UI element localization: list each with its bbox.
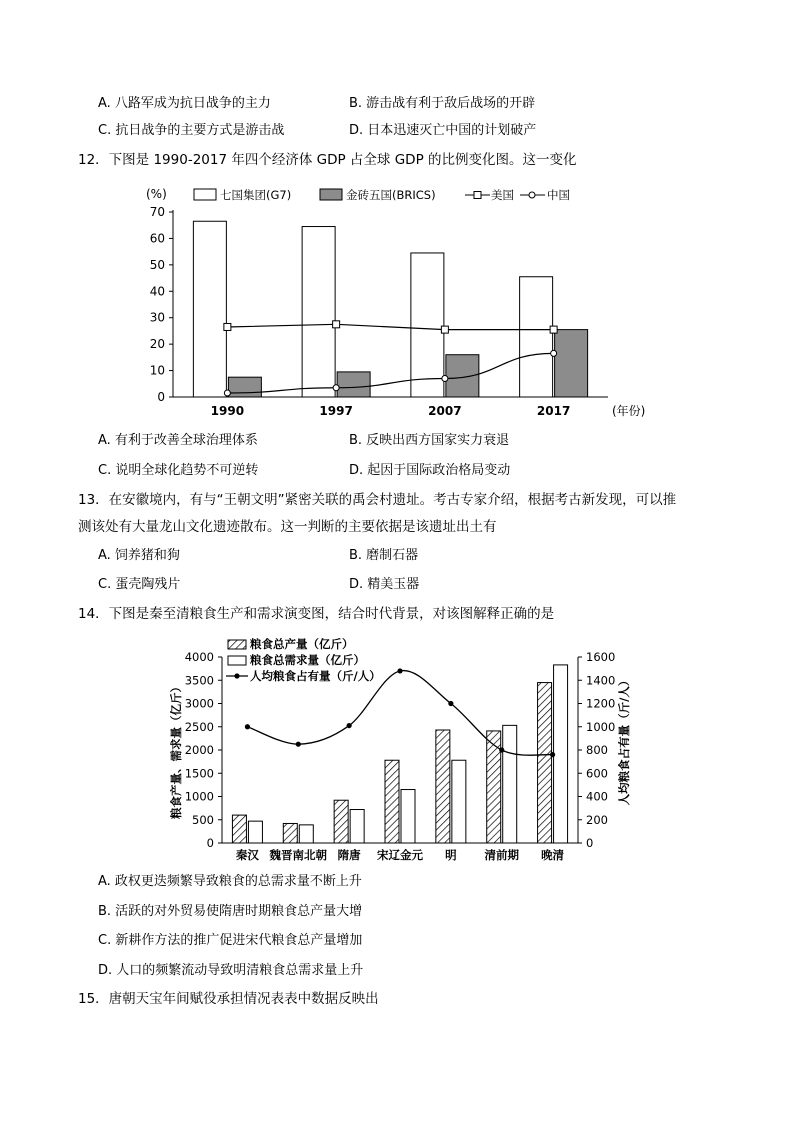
chart2-left-tick-label: 4000 [184, 650, 214, 664]
chart1-bar-brics [337, 372, 370, 397]
q13-option-d: D. 精美玉器 [349, 577, 420, 592]
chart2-x-tick-label: 隋唐 [337, 848, 361, 862]
chart2-bar-production [232, 815, 246, 843]
chart1-point-china [333, 385, 339, 391]
chart2-legend-label-demand: 粮食总需求量（亿斤） [250, 653, 365, 667]
chart1-point-china [442, 376, 448, 382]
chart2-bar-demand [452, 760, 466, 843]
q12-option-c: C. 说明全球化趋势不可逆转 [98, 463, 259, 478]
chart2-x-tick-label: 秦汉 [235, 848, 259, 862]
chart2-left-tick-label: 1500 [184, 766, 214, 781]
chart1-point-usa [441, 326, 448, 333]
q12-option-a: A. 有利于改善全球治理体系 [98, 433, 258, 448]
chart1-legend-marker-usa [474, 192, 481, 199]
chart2-point-per-capita [296, 742, 301, 747]
chart2-bar-demand [350, 810, 364, 843]
chart1-y-tick-label: 30 [149, 310, 165, 325]
chart2-legend-label-per-capita: 人均粮食占有量（斤/人） [250, 669, 381, 683]
chart1-x-tick-label: 1990 [210, 404, 245, 418]
chart2-bar-demand [554, 665, 568, 843]
chart2-legend-marker-per-capita [234, 673, 239, 678]
q14-stem: 14．下图是秦至清粮食生产和需求演变图，结合时代背景，对该图解释正确的是 [78, 606, 555, 622]
chart2-right-tick-label: 400 [586, 789, 608, 804]
chart1-bar-brics [446, 355, 479, 397]
chart2-x-tick-label: 晚清 [541, 848, 565, 862]
q11-option-b: B. 游击战有利于敌后战场的开辟 [349, 96, 536, 111]
chart1-y-tick-label: 70 [149, 205, 165, 219]
chart2-right-tick-label: 0 [586, 836, 594, 850]
chart2-point-per-capita [499, 747, 504, 752]
chart2-x-tick-label: 宋辽金元 [377, 848, 423, 862]
chart1-legend-label-g7: 七国集团(G7) [220, 188, 292, 202]
chart1-y-tick-label: 60 [149, 231, 165, 246]
chart2-left-tick-label: 3500 [184, 673, 214, 688]
q12-stem: 12．下图是 1990-2017 年四个经济体 GDP 占全球 GDP 的比例变化图。这一变化 [78, 152, 577, 168]
chart2-bar-production [487, 731, 501, 843]
chart1-legend-label-usa: 美国 [491, 188, 514, 202]
chart1-legend-swatch-brics [320, 189, 342, 200]
chart2-point-per-capita [245, 724, 250, 729]
chart2-right-tick-label: 1600 [586, 650, 616, 664]
chart1-point-usa [333, 321, 340, 328]
chart2-left-axis-title: 粮食产量、需求量（亿斤） [169, 681, 183, 819]
chart1-x-tick-label: 1997 [319, 404, 353, 418]
chart1-x-tick-label: 2017 [536, 404, 571, 418]
chart2-right-axis-title: 人均粮食占有量（斤/人） [617, 674, 631, 806]
chart2-right-tick-label: 1200 [586, 696, 616, 711]
chart2-x-tick-label: 清前期 [484, 848, 519, 862]
chart2-x-tick-label: 明 [445, 848, 457, 862]
chart1-legend-swatch-g7 [194, 189, 216, 200]
chart2-point-per-capita [347, 723, 352, 728]
q14-option-a: A. 政权更迭频繁导致粮食的总需求量不断上升 [98, 874, 362, 889]
chart1-y-tick-label: 20 [149, 337, 165, 352]
chart2-right-tick-label: 600 [586, 766, 608, 781]
chart2-bar-production [334, 800, 348, 843]
chart1-x-tick-label: 2007 [428, 404, 462, 418]
chart1-y-tick-label: 10 [149, 363, 165, 378]
chart1-legend-marker-china [529, 192, 535, 198]
chart2-bar-production [283, 823, 297, 843]
chart2-left-tick-label: 0 [206, 836, 214, 850]
chart2-point-per-capita [550, 752, 555, 757]
chart2-left-tick-label: 2000 [184, 743, 214, 757]
chart1-bar-brics [555, 330, 588, 397]
chart2-bar-production [538, 683, 552, 843]
q11-option-c: C. 抗日战争的主要方式是游击战 [98, 123, 285, 138]
q14-option-c: C. 新耕作方法的推广促进宋代粮食总产量增加 [98, 933, 363, 948]
chart2-left-tick-label: 1000 [184, 789, 214, 804]
q12-option-d: D. 起因于国际政治格局变动 [349, 463, 511, 478]
chart1-legend-label-china: 中国 [547, 188, 570, 202]
chart2-bar-demand [248, 821, 262, 843]
chart2-bar-production [385, 760, 399, 843]
chart2-left-tick-label: 2500 [184, 719, 214, 734]
chart1-legend-label-brics: 金砖五国(BRICS) [346, 188, 436, 202]
chart2-right-tick-label: 200 [586, 812, 608, 827]
chart1-point-usa [550, 326, 557, 333]
chart2-legend-label-production: 粮食总产量（亿斤） [250, 637, 354, 651]
chart1-line-usa [227, 324, 553, 329]
chart1-bar-g7 [520, 277, 553, 397]
chart2-right-tick-label: 800 [586, 743, 608, 757]
chart2-legend-swatch-demand [228, 656, 246, 665]
chart2-point-per-capita [397, 668, 402, 673]
chart1-bar-g7 [302, 227, 335, 397]
chart1-bar-brics [228, 377, 261, 397]
q11-option-a: A. 八路军成为抗日战争的主力 [98, 96, 271, 111]
chart2-right-tick-label: 1400 [586, 673, 616, 688]
q12-option-b: B. 反映出西方国家实力衰退 [349, 433, 510, 448]
chart1-unit-label: (%) [146, 187, 167, 201]
chart1-y-tick-label: 0 [157, 390, 165, 404]
chart2-bar-production [436, 730, 450, 843]
q11-option-d: D. 日本迅速灭亡中国的计划破产 [349, 123, 537, 138]
chart2-right-tick-label: 1000 [586, 719, 616, 734]
chart1-x-suffix-label: (年份) [612, 404, 646, 418]
q14-option-d: D. 人口的频繁流动导致明清粮食总需求量上升 [98, 963, 364, 978]
chart1-point-china [224, 390, 230, 396]
q15-stem: 15．唐朝天宝年间赋役承担情况表表中数据反映出 [78, 991, 379, 1007]
chart2-legend-swatch-production [228, 640, 246, 649]
chart1-bar-g7 [411, 253, 444, 397]
chart2-bar-demand [299, 825, 313, 843]
chart2-x-tick-label: 魏晋南北朝 [269, 848, 328, 862]
q14-option-b: B. 活跃的对外贸易使隋唐时期粮食总产量大增 [98, 904, 363, 919]
chart2-bar-demand [503, 725, 517, 843]
chart1-point-usa [224, 323, 231, 330]
chart2-left-tick-label: 500 [192, 812, 214, 827]
chart1-point-china [551, 350, 557, 356]
chart1-y-tick-label: 40 [149, 284, 165, 299]
chart1-bar-g7 [193, 221, 226, 397]
chart2-left-tick-label: 3000 [184, 696, 214, 711]
q13-stem-line1: 13．在安徽境内，有与“王朝文明”紧密关联的禹会村遗址。考古专家介绍，根据考古新发现，可以推 [78, 492, 677, 508]
q13-option-b: B. 磨制石器 [349, 548, 419, 563]
q13-stem-line2: 测该处有大量龙山文化遗迹散布。这一判断的主要依据是该遗址出土有 [78, 519, 497, 535]
chart1-line-china [227, 353, 553, 393]
q13-option-a: A. 饲养猪和狗 [98, 548, 180, 563]
chart2-line-per-capita [247, 671, 552, 756]
chart2-bar-demand [401, 790, 415, 843]
q13-option-c: C. 蛋壳陶残片 [98, 577, 181, 592]
chart1-y-tick-label: 50 [149, 257, 165, 272]
chart2-point-per-capita [448, 701, 453, 706]
